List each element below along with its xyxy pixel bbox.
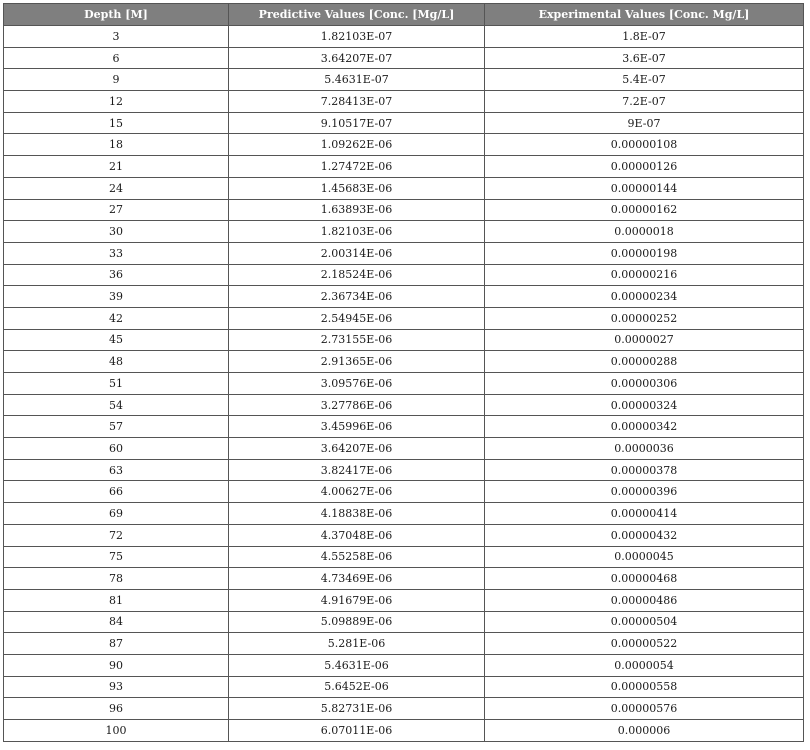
depth-cell: 30	[4, 221, 229, 243]
table-row	[4, 481, 804, 503]
depth-cell: 48	[4, 351, 229, 373]
predictive-value-cell: 1.27472E-06	[229, 156, 485, 178]
table-row	[4, 589, 804, 611]
depth-cell: 6	[4, 47, 229, 69]
table-row	[4, 307, 804, 329]
experimental-value-cell: 0.00000162	[485, 199, 804, 221]
predictive-value-cell: 3.82417E-06	[229, 459, 485, 481]
table-row	[4, 199, 804, 221]
predictive-value-cell: 2.54945E-06	[229, 307, 485, 329]
predictive-value-cell: 1.45683E-06	[229, 177, 485, 199]
table-row	[4, 351, 804, 373]
predictive-value-cell: 4.91679E-06	[229, 589, 485, 611]
experimental-value-cell: 0.0000036	[485, 438, 804, 460]
depth-cell: 9	[4, 69, 229, 91]
header-experimental-values: Experimental Values [Conc. Mg/L]	[485, 4, 804, 26]
table-row	[4, 69, 804, 91]
depth-cell: 93	[4, 676, 229, 698]
predictive-value-cell: 5.09889E-06	[229, 611, 485, 633]
predictive-value-cell: 3.09576E-06	[229, 373, 485, 395]
table-row	[4, 546, 804, 568]
table-row	[4, 654, 804, 676]
experimental-value-cell: 0.00000252	[485, 307, 804, 329]
data-table-container	[3, 3, 803, 742]
depth-concentration-table	[3, 3, 804, 742]
table-row	[4, 286, 804, 308]
table-row	[4, 698, 804, 720]
depth-cell: 87	[4, 633, 229, 655]
header-predictive-values: Predictive Values [Conc. [Mg/L]	[229, 4, 485, 26]
experimental-value-cell: 0.00000432	[485, 524, 804, 546]
depth-cell: 60	[4, 438, 229, 460]
predictive-value-cell: 3.64207E-06	[229, 438, 485, 460]
experimental-value-cell: 0.00000558	[485, 676, 804, 698]
table-row	[4, 112, 804, 134]
experimental-value-cell: 0.000006	[485, 720, 804, 742]
predictive-value-cell: 2.73155E-06	[229, 329, 485, 351]
experimental-value-cell: 0.0000045	[485, 546, 804, 568]
table-row	[4, 177, 804, 199]
predictive-value-cell: 9.10517E-07	[229, 112, 485, 134]
depth-cell: 3	[4, 26, 229, 48]
table-row	[4, 438, 804, 460]
depth-cell: 90	[4, 654, 229, 676]
table-row	[4, 47, 804, 69]
header-row	[4, 4, 804, 26]
table-row	[4, 91, 804, 113]
table-row	[4, 242, 804, 264]
table-row	[4, 156, 804, 178]
header-depth: Depth [M]	[4, 4, 229, 26]
table-row	[4, 373, 804, 395]
predictive-value-cell: 4.73469E-06	[229, 568, 485, 590]
experimental-value-cell: 0.00000396	[485, 481, 804, 503]
experimental-value-cell: 3.6E-07	[485, 47, 804, 69]
table-row	[4, 633, 804, 655]
depth-cell: 27	[4, 199, 229, 221]
predictive-value-cell: 1.82103E-06	[229, 221, 485, 243]
experimental-value-cell: 1.8E-07	[485, 26, 804, 48]
experimental-value-cell: 0.00000468	[485, 568, 804, 590]
table-row	[4, 329, 804, 351]
predictive-value-cell: 5.6452E-06	[229, 676, 485, 698]
experimental-value-cell: 7.2E-07	[485, 91, 804, 113]
table-row	[4, 134, 804, 156]
experimental-value-cell: 0.0000054	[485, 654, 804, 676]
table-row	[4, 676, 804, 698]
depth-cell: 84	[4, 611, 229, 633]
experimental-value-cell: 0.00000414	[485, 503, 804, 525]
depth-cell: 63	[4, 459, 229, 481]
predictive-value-cell: 6.07011E-06	[229, 720, 485, 742]
depth-cell: 51	[4, 373, 229, 395]
predictive-value-cell: 4.00627E-06	[229, 481, 485, 503]
experimental-value-cell: 0.00000288	[485, 351, 804, 373]
predictive-value-cell: 4.37048E-06	[229, 524, 485, 546]
predictive-value-cell: 1.09262E-06	[229, 134, 485, 156]
experimental-value-cell: 0.00000126	[485, 156, 804, 178]
predictive-value-cell: 3.64207E-07	[229, 47, 485, 69]
depth-cell: 21	[4, 156, 229, 178]
depth-cell: 33	[4, 242, 229, 264]
experimental-value-cell: 0.00000324	[485, 394, 804, 416]
experimental-value-cell: 0.0000018	[485, 221, 804, 243]
depth-cell: 12	[4, 91, 229, 113]
depth-cell: 39	[4, 286, 229, 308]
experimental-value-cell: 0.00000216	[485, 264, 804, 286]
predictive-value-cell: 2.18524E-06	[229, 264, 485, 286]
experimental-value-cell: 0.00000144	[485, 177, 804, 199]
depth-cell: 75	[4, 546, 229, 568]
depth-cell: 78	[4, 568, 229, 590]
experimental-value-cell: 0.00000342	[485, 416, 804, 438]
table-row	[4, 221, 804, 243]
table-row	[4, 720, 804, 742]
predictive-value-cell: 4.18838E-06	[229, 503, 485, 525]
predictive-value-cell: 2.91365E-06	[229, 351, 485, 373]
table-header	[4, 4, 804, 26]
predictive-value-cell: 7.28413E-07	[229, 91, 485, 113]
depth-cell: 36	[4, 264, 229, 286]
table-row	[4, 416, 804, 438]
predictive-value-cell: 3.27786E-06	[229, 394, 485, 416]
experimental-value-cell: 0.00000306	[485, 373, 804, 395]
depth-cell: 72	[4, 524, 229, 546]
experimental-value-cell: 9E-07	[485, 112, 804, 134]
depth-cell: 42	[4, 307, 229, 329]
experimental-value-cell: 5.4E-07	[485, 69, 804, 91]
predictive-value-cell: 1.82103E-07	[229, 26, 485, 48]
predictive-value-cell: 5.82731E-06	[229, 698, 485, 720]
predictive-value-cell: 1.63893E-06	[229, 199, 485, 221]
table-row	[4, 26, 804, 48]
table-row	[4, 503, 804, 525]
depth-cell: 54	[4, 394, 229, 416]
predictive-value-cell: 5.4631E-07	[229, 69, 485, 91]
predictive-value-cell: 5.4631E-06	[229, 654, 485, 676]
depth-cell: 15	[4, 112, 229, 134]
experimental-value-cell: 0.00000576	[485, 698, 804, 720]
depth-cell: 18	[4, 134, 229, 156]
table-body	[4, 26, 804, 742]
depth-cell: 100	[4, 720, 229, 742]
predictive-value-cell: 3.45996E-06	[229, 416, 485, 438]
experimental-value-cell: 0.00000198	[485, 242, 804, 264]
experimental-value-cell: 0.00000108	[485, 134, 804, 156]
table-row	[4, 568, 804, 590]
depth-cell: 69	[4, 503, 229, 525]
predictive-value-cell: 5.281E-06	[229, 633, 485, 655]
predictive-value-cell: 2.00314E-06	[229, 242, 485, 264]
depth-cell: 66	[4, 481, 229, 503]
experimental-value-cell: 0.0000027	[485, 329, 804, 351]
experimental-value-cell: 0.00000504	[485, 611, 804, 633]
table-row	[4, 524, 804, 546]
table-row	[4, 394, 804, 416]
table-row	[4, 459, 804, 481]
depth-cell: 57	[4, 416, 229, 438]
depth-cell: 81	[4, 589, 229, 611]
predictive-value-cell: 2.36734E-06	[229, 286, 485, 308]
table-row	[4, 611, 804, 633]
depth-cell: 96	[4, 698, 229, 720]
depth-cell: 24	[4, 177, 229, 199]
experimental-value-cell: 0.00000522	[485, 633, 804, 655]
table-row	[4, 264, 804, 286]
predictive-value-cell: 4.55258E-06	[229, 546, 485, 568]
experimental-value-cell: 0.00000234	[485, 286, 804, 308]
depth-cell: 45	[4, 329, 229, 351]
experimental-value-cell: 0.00000486	[485, 589, 804, 611]
experimental-value-cell: 0.00000378	[485, 459, 804, 481]
